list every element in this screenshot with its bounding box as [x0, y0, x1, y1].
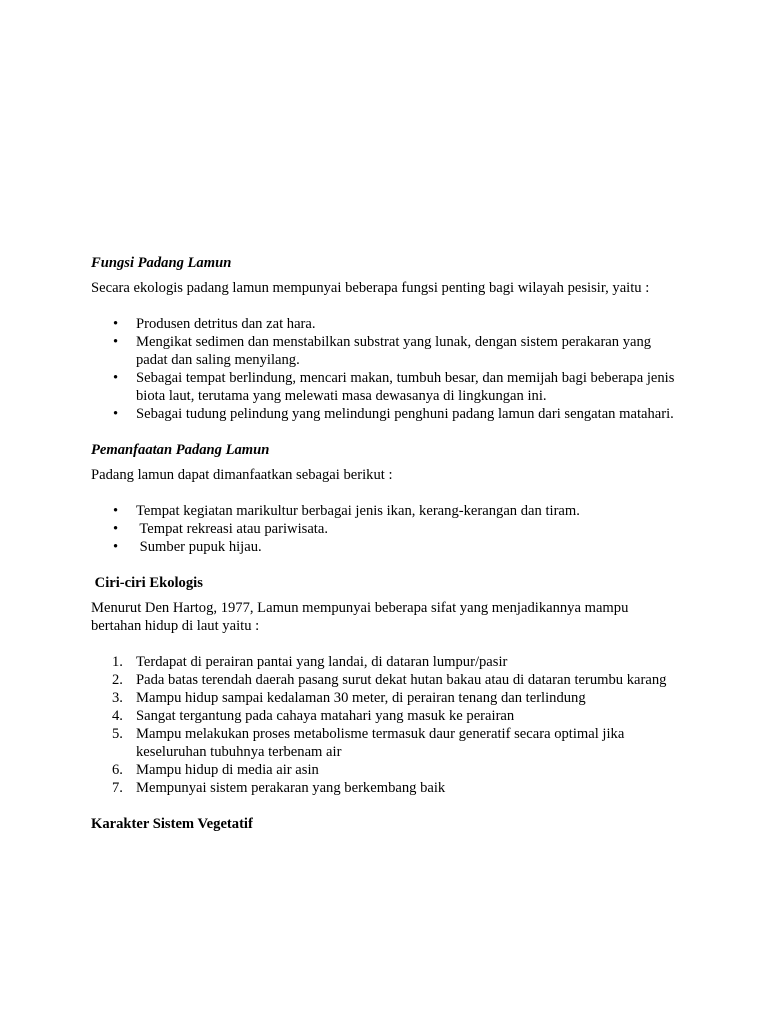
list-item: 3. Mampu hidup sampai kedalaman 30 meter, di perairan tenang dan terlindung — [112, 690, 586, 706]
paragraph-pemanfaatan-intro: Padang lamun dapat dimanfaatkan sebagai berikut : — [91, 467, 393, 483]
list-number: 6. — [112, 762, 123, 778]
list-item: 6. Mampu hidup di media air asin — [112, 762, 319, 778]
bullet-icon: • — [113, 503, 119, 519]
list-number: 7. — [112, 780, 123, 796]
list-number: 3. — [112, 690, 123, 706]
list-fungsi — [91, 315, 681, 423]
list-pemanfaatan — [91, 502, 681, 556]
list-item: • Sebagai tudung pelindung yang melindungi penghuni padang lamun dari sengatan matahari. — [113, 406, 674, 422]
list-item: 2. Pada batas terendah daerah pasang surut dekat hutan bakau atau di dataran terumbu karang — [112, 672, 667, 688]
heading-pemanfaatan-padang-lamun: Pemanfaatan Padang Lamun — [91, 442, 270, 458]
bullet-icon: • — [113, 316, 119, 332]
list-ciri-ekologis — [91, 653, 681, 797]
heading-fungsi-padang-lamun: Fungsi Padang Lamun — [91, 255, 232, 271]
bullet-icon: • — [113, 334, 119, 350]
bullet-icon: • — [113, 521, 119, 537]
list-number: 1. — [112, 654, 123, 670]
list-item: • Produsen detritus dan zat hara. — [113, 316, 316, 332]
list-number: 2. — [112, 672, 123, 688]
list-number: 4. — [112, 708, 123, 724]
list-number: 5. — [112, 726, 123, 742]
bullet-icon: • — [113, 406, 119, 422]
bullet-icon: • — [113, 539, 119, 555]
list-item: • Mengikat sedimen dan menstabilkan substrat yang lunak, dengan sistem perakaran yang padat dan saling menyilang. — [113, 334, 652, 368]
list-item: • Sumber pupuk hijau. — [113, 539, 262, 555]
list-item: 5. Mampu melakukan proses metabolisme termasuk daur generatif secara optimal jika keseluruhan tubuhnya terbenam air — [112, 726, 625, 760]
list-item: 4. Sangat tergantung pada cahaya matahari yang masuk ke perairan — [112, 708, 515, 724]
paragraph-fungsi-intro: Secara ekologis padang lamun mempunyai beberapa fungsi penting bagi wilayah pesisir, yaitu : — [91, 280, 650, 296]
list-item: • Tempat rekreasi atau pariwisata. — [113, 521, 328, 537]
heading-ciri-ciri-ekologis: Ciri-ciri Ekologis — [91, 575, 203, 591]
bullet-icon: • — [113, 370, 119, 386]
list-item: • Sebagai tempat berlindung, mencari makan, tumbuh besar, dan memijah bagi beberapa jenis biota laut, terutama yang melewati masa dewasanya di lingkungan ini. — [113, 370, 675, 404]
list-item: • Tempat kegiatan marikultur berbagai jenis ikan, kerang-kerangan dan tiram. — [113, 503, 580, 519]
list-item: 7. Mempunyai sistem perakaran yang berkembang baik — [112, 780, 446, 796]
list-item: 1. Terdapat di perairan pantai yang landai, di dataran lumpur/pasir — [112, 654, 508, 670]
document-content — [91, 254, 681, 833]
paragraph-ciri-intro: Menurut Den Hartog, 1977, Lamun mempunyai beberapa sifat yang menjadikannya mampu bertahan hidup di laut yaitu : — [91, 600, 629, 634]
heading-karakter-sistem-vegetatif: Karakter Sistem Vegetatif — [91, 816, 253, 832]
